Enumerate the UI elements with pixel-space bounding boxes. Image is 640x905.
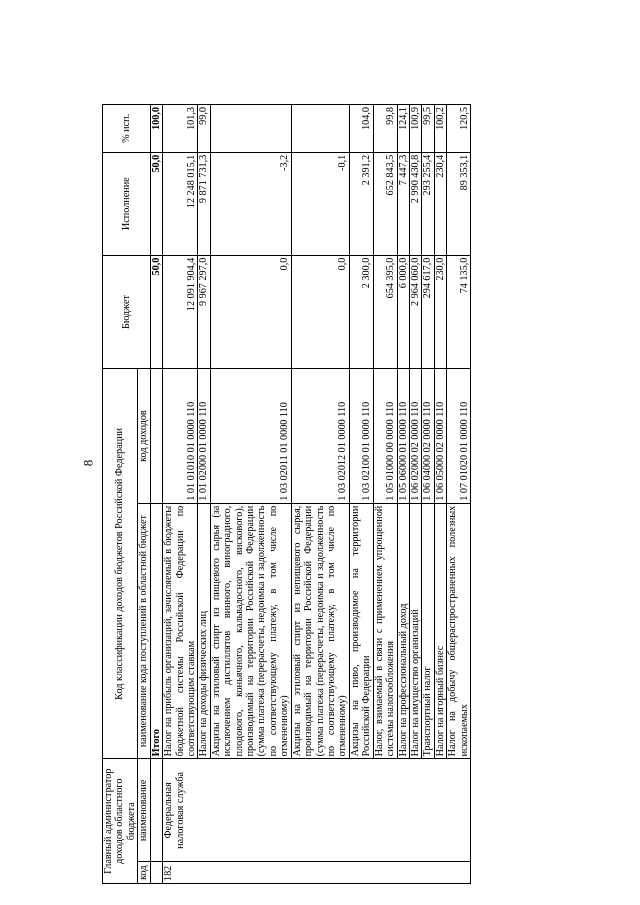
header-execution: Исполнение	[103, 152, 151, 255]
execution-value: 89 353,1	[447, 152, 471, 255]
percent-value: 120,5	[447, 105, 471, 153]
percent-value: 100,9	[409, 105, 421, 153]
percent-value: 100,2	[434, 105, 446, 153]
income-code: 1 01 02000 01 0000 110	[198, 369, 210, 503]
table-body	[150, 105, 470, 884]
income-name: Акцизы на этиловый спирт из непищевого сырья, производимый на территории Российской Федерации (сумма платежа (перерасчеты, недоимка и задолженность по соответствующему платежу, в том числе по отмененному)	[291, 503, 349, 759]
percent-value	[210, 105, 291, 153]
table-row	[163, 105, 198, 884]
admin-code: 182	[163, 862, 471, 884]
income-code: 1 06 04000 02 0000 110	[422, 369, 434, 503]
budget-value: 0,0	[291, 255, 349, 369]
execution-value: 9 871 731,3	[198, 152, 210, 255]
income-name: Акцизы на этиловый спирт из пищевого сырья (за исключением дистиллятов винного, виноградного, плодового, коньячного, кальвадосного, вискового), производимый на территории Российской Федерации (сумма платежа (перерасчеты, недоимка и задолженность по соответствующему платежу, в том числе по отмененному)	[210, 503, 291, 759]
total-label: Итого	[150, 503, 162, 759]
execution-value: -0,1	[291, 152, 349, 255]
percent-value: 99,0	[198, 105, 210, 153]
budget-value: 2 300,0	[349, 255, 373, 369]
income-name: Налог на профессиональный доход	[397, 503, 409, 759]
execution-value: 12 248 015,1	[163, 152, 198, 255]
income-code: 1 01 01010 01 0000 110	[163, 369, 198, 503]
income-name: Налог на игорный бизнес	[434, 503, 446, 759]
budget-income-table	[102, 104, 471, 884]
rotated-page-content	[102, 104, 637, 884]
budget-value: 12 091 904,4	[163, 255, 198, 369]
total-row	[150, 105, 162, 884]
header-percent: % исп.	[103, 105, 151, 153]
income-code: 1 06 02000 02 0000 110	[409, 369, 421, 503]
percent-value: 99,8	[373, 105, 397, 153]
header-admin-group: Главный администратор доходов областного бюджета	[103, 759, 138, 884]
percent-value: 99,5	[422, 105, 434, 153]
income-name: Налог на имущество организаций	[409, 503, 421, 759]
table-header	[103, 105, 151, 884]
total-execution: 50,0	[150, 152, 162, 255]
income-code: 1 05 01000 00 0000 110	[373, 369, 397, 503]
execution-value: 2 990 430,8	[409, 152, 421, 255]
budget-value: 9 967 297,0	[198, 255, 210, 369]
income-name: Транспортный налог	[422, 503, 434, 759]
income-name: Налог на доходы физических лиц	[198, 503, 210, 759]
percent-value: 124,1	[397, 105, 409, 153]
budget-value: 74 135,0	[447, 255, 471, 369]
header-income-name: наименование кода поступлений в областной бюджет	[138, 503, 150, 759]
income-name: Налог на добычу общераспространенных полезных ископаемых	[447, 503, 471, 759]
execution-value: 7 447,3	[397, 152, 409, 255]
budget-value: 230,0	[434, 255, 446, 369]
income-code: 1 06 05000 02 0000 110	[434, 369, 446, 503]
income-name: Акцизы на пиво, производимое на территории Российской Федерации	[349, 503, 373, 759]
total-budget: 50,0	[150, 255, 162, 369]
percent-value	[291, 105, 349, 153]
header-kbk-group: Код классификации доходов бюджетов Российской Федерации	[103, 369, 138, 759]
header-income-code: код доходов	[138, 369, 150, 503]
execution-value: 652 843,5	[373, 152, 397, 255]
execution-value: 2 391,2	[349, 152, 373, 255]
execution-value: 230,4	[434, 152, 446, 255]
budget-value: 6 000,0	[397, 255, 409, 369]
page-number: 8	[80, 459, 96, 467]
income-name: Налог на прибыль организаций, зачисляемый в бюджеты бюджетной системы Российской Федерации по соответствующим ставкам	[163, 503, 198, 759]
income-code: 1 07 01020 01 0000 110	[447, 369, 471, 503]
income-code: 1 03 02011 01 0000 110	[210, 369, 291, 503]
budget-value: 0,0	[210, 255, 291, 369]
percent-value: 104,0	[349, 105, 373, 153]
budget-value: 294 617,0	[422, 255, 434, 369]
execution-value: -3,2	[210, 152, 291, 255]
header-admin-name: наименование	[138, 759, 150, 862]
budget-value: 654 395,0	[373, 255, 397, 369]
budget-value: 2 964 060,0	[409, 255, 421, 369]
income-code: 1 03 02100 01 0000 110	[349, 369, 373, 503]
income-name: Налог, взимаемый в связи с применением упрощенной системы налогообложения	[373, 503, 397, 759]
income-code: 1 05 06000 01 0000 110	[397, 369, 409, 503]
percent-value: 101,3	[163, 105, 198, 153]
header-budget: Бюджет	[103, 255, 151, 369]
header-code: код	[138, 862, 150, 884]
execution-value: 293 255,4	[422, 152, 434, 255]
income-code: 1 03 02012 01 0000 110	[291, 369, 349, 503]
total-percent: 100,0	[150, 105, 162, 153]
admin-name: Федеральная налоговая служба	[163, 759, 471, 862]
